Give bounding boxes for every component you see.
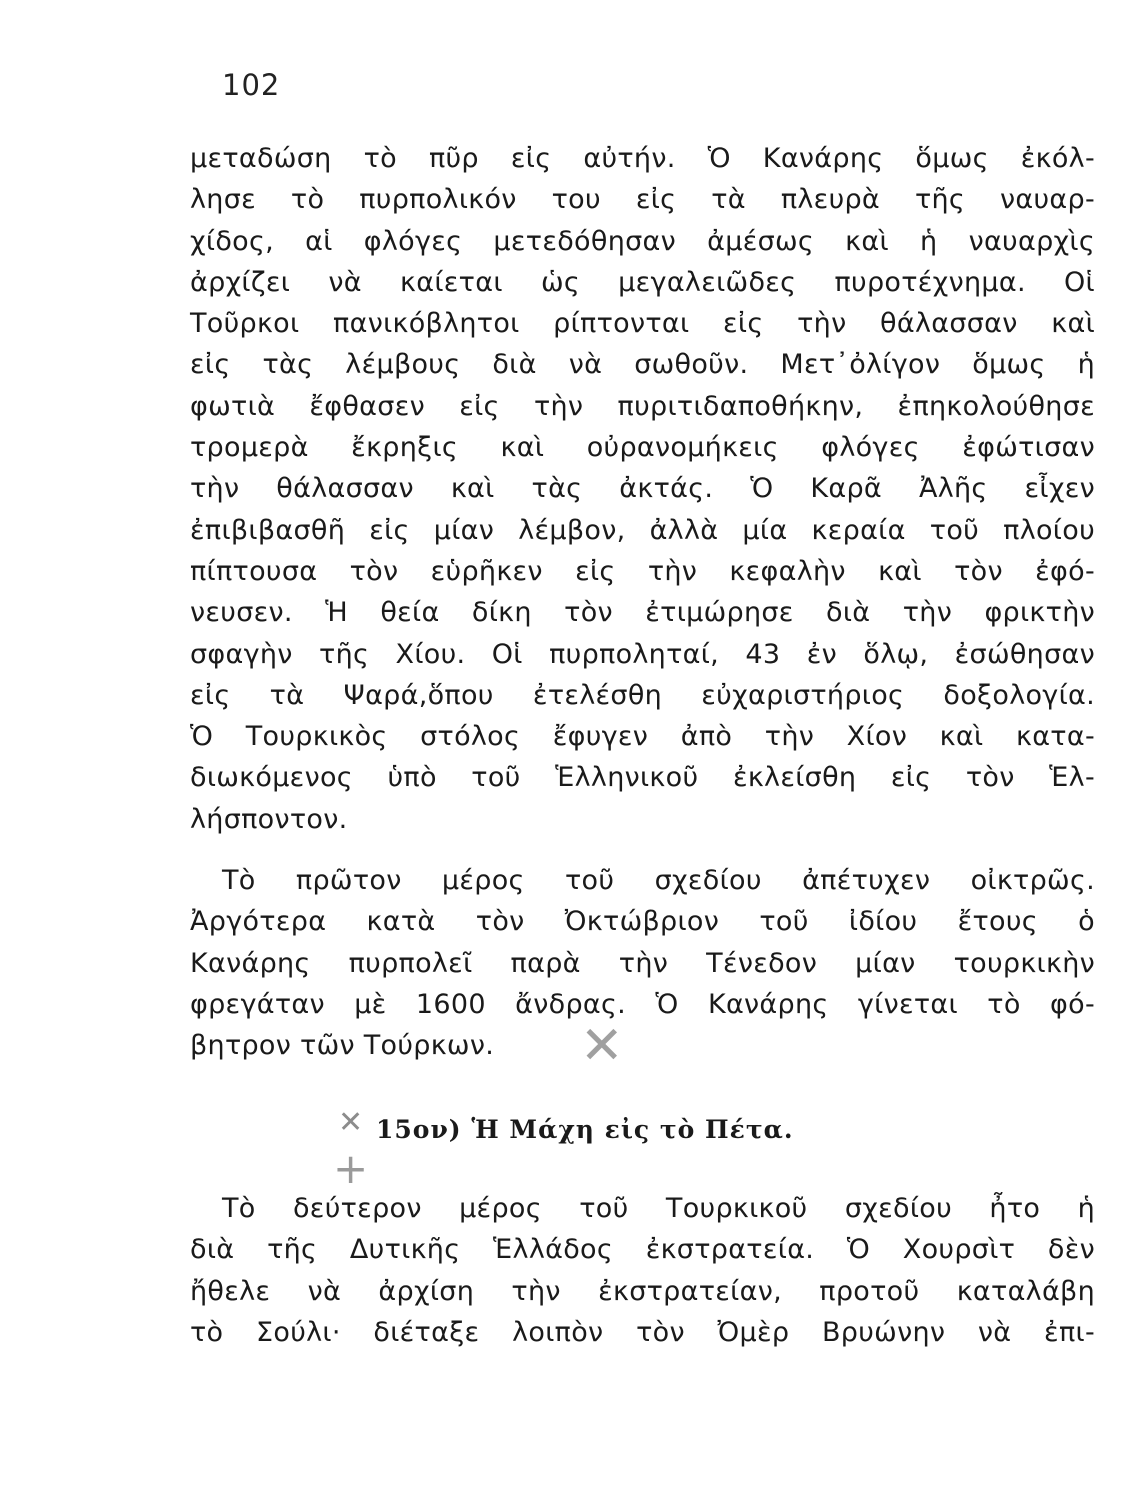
text-line: εἰς τὰς λέμβους διὰ νὰ σωθοῦν. Μετ᾽ὀλίγον ὅμως ἡ <box>190 349 1095 381</box>
text-line: βητρον τῶν Τούρκων. <box>190 1030 495 1062</box>
text-line: φρεγάταν μὲ 1600 ἄνδρας. Ὁ Κανάρης γίνεται τὸ φό- <box>190 988 1095 1020</box>
text-line: εἰς τὰ Ψαρά,ὅπου ἐτελέσθη εὐχαριστήριος δοξολογία. <box>190 679 1095 711</box>
text-line: Κανάρης πυρπολεῖ παρὰ τὴν Τένεδον μίαν τουρκικὴν <box>190 947 1095 979</box>
text-line: χίδος, αἱ φλόγες μετεδόθησαν ἀμέσως καὶ ἡ ναυαρχὶς <box>190 225 1095 257</box>
pencil-x-mark: ✕ <box>338 1105 364 1140</box>
text-line: διωκόμενος ὑπὸ τοῦ Ἑλληνικοῦ ἐκλείσθη εἰς τὸν Ἑλ- <box>190 762 1095 794</box>
text-line: φωτιὰ ἔφθασεν εἰς τὴν πυριτιδαποθήκην, ἐπηκολούθησε <box>190 390 1095 422</box>
page-number: 102 <box>222 68 281 102</box>
text-line: Ἀργότερα κατὰ τὸν Ὀκτώβριον τοῦ ἰδίου ἔτους ὁ <box>190 906 1095 938</box>
text-line: λήσποντον. <box>190 803 348 835</box>
section-heading: 15ον) Ἡ Μάχη εἰς τὸ Πέτα. <box>376 1115 794 1144</box>
text-line: σφαγὴν τῆς Χίου. Οἱ πυρποληταί, 43 ἐν ὅλῳ, ἐσώθησαν <box>190 638 1095 670</box>
text-line: Τὸ πρῶτον μέρος τοῦ σχεδίου ἀπέτυχεν οἰκτρῶς. <box>222 865 1095 896</box>
paragraph-3 <box>190 1188 1095 1353</box>
text-line: νευσεν. Ἡ θεία δίκη τὸν ἐτιμώρησε διὰ τὴν φρικτὴν <box>190 597 1095 629</box>
text-line: ἀρχίζει νὰ καίεται ὡς μεγαλειῶδες πυροτέχνημα. Οἱ <box>190 266 1095 298</box>
text-line: τρομερὰ ἔκρηξις καὶ οὐρανομήκεις φλόγες ἐφώτισαν <box>190 432 1095 464</box>
pencil-plus-mark: + <box>333 1144 369 1193</box>
text-line: ἐπιβιβασθῆ εἰς μίαν λέμβον, ἀλλὰ μία κεραία τοῦ πλοίου <box>190 514 1095 546</box>
pencil-x-mark: ✕ <box>580 1016 624 1076</box>
text-line: τὸ Σούλι· διέταξε λοιπὸν τὸν Ὀμὲρ Βρυώνην νὰ ἐπι- <box>190 1316 1095 1348</box>
text-line: Ὁ Τουρκικὸς στόλος ἔφυγεν ἀπὸ τὴν Χίον καὶ κατα- <box>190 721 1095 753</box>
text-line: Τοῦρκοι πανικόβλητοι ρίπτονται εἰς τὴν θάλασσαν καὶ <box>190 308 1095 340</box>
text-line: διὰ τῆς Δυτικῆς Ἑλλάδος ἐκστρατεία. Ὁ Χουρσὶτ δὲν <box>190 1234 1095 1266</box>
text-line: τὴν θάλασσαν καὶ τὰς ἀκτάς. Ὁ Καρᾶ Ἀλῆς εἶχεν <box>190 473 1095 505</box>
text-line: λησε τὸ πυρπολικόν του εἰς τὰ πλευρὰ τῆς ναυαρ- <box>190 184 1095 216</box>
text-line: Τὸ δεύτερον μέρος τοῦ Τουρκικοῦ σχεδίου ἦτο ἡ <box>222 1193 1095 1224</box>
text-line: ἤθελε νὰ ἀρχίση τὴν ἐκστρατείαν, προτοῦ καταλάβη <box>190 1275 1095 1307</box>
paragraph-2 <box>190 860 1095 1066</box>
text-line: μεταδώση τὸ πῦρ εἰς αὐτήν. Ὁ Κανάρης ὅμως ἐκόλ- <box>190 143 1095 174</box>
paragraph-1 <box>190 138 1095 840</box>
text-line: πίπτουσα τὸν εὑρῆκεν εἰς τὴν κεφαλὴν καὶ τὸν ἐφό- <box>190 555 1095 587</box>
